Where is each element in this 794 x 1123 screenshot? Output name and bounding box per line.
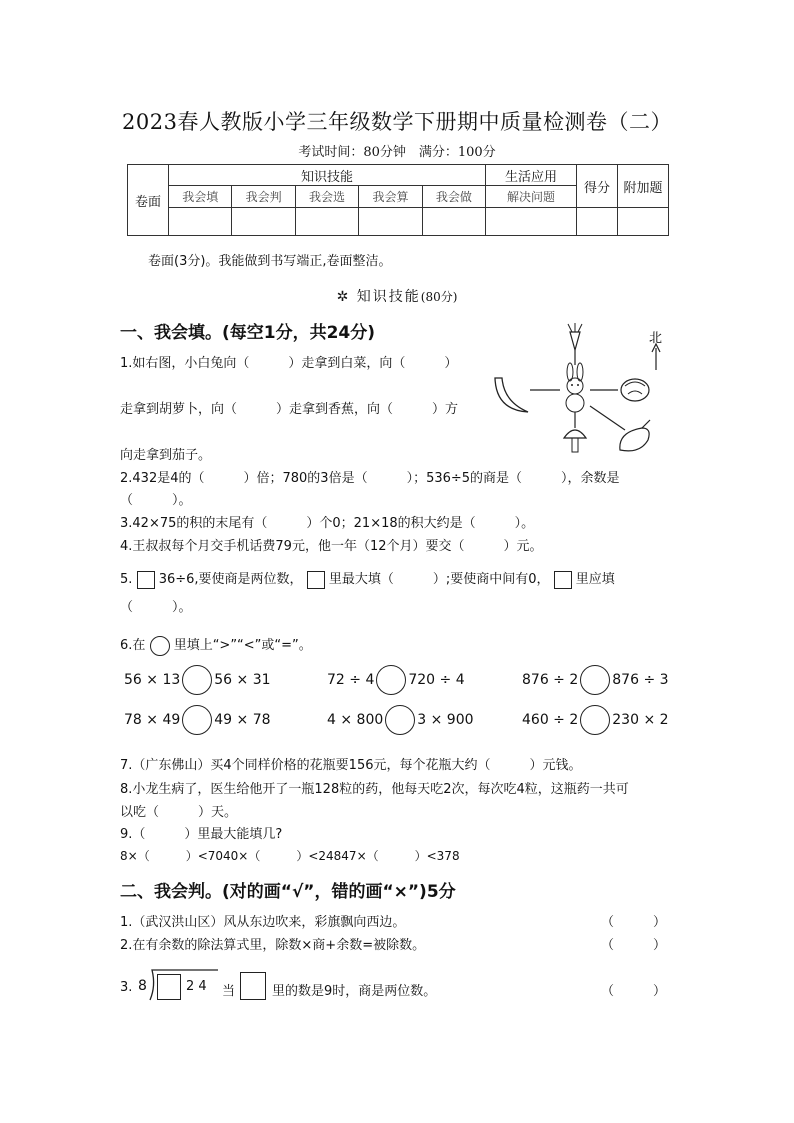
q6-line xyxy=(120,634,312,656)
banana-icon xyxy=(495,378,528,412)
compare-item xyxy=(522,705,669,735)
q5-text-c: 里应填 xyxy=(575,572,615,587)
judge-q2: 2.在有余数的除法算式里，除数×商+余数=被除数。 xyxy=(120,938,426,953)
exam-info: 考试时间：80分钟 满分：100分 xyxy=(298,145,496,160)
rabbit-icon xyxy=(566,363,584,412)
compare-left: 460 ÷ 2 xyxy=(522,712,579,728)
score-cell[interactable] xyxy=(618,208,669,236)
neatness-note: 卷面(3分)。我能做到书写端正,卷面整洁。 xyxy=(148,254,392,269)
mushroom-icon xyxy=(564,430,586,452)
compare-circle[interactable] xyxy=(385,705,415,735)
q8-line2: 以吃（ ）天。 xyxy=(120,805,238,820)
score-cell[interactable] xyxy=(359,208,422,236)
compare-left: 72 ÷ 4 xyxy=(327,672,375,688)
direction-figure xyxy=(490,320,680,460)
q1-line3: 向走拿到茄子。 xyxy=(120,448,212,463)
judge-answer[interactable]: （ ） xyxy=(601,984,667,999)
q5-text-b: 里最大填（ ）;要使商中间有0， xyxy=(328,572,550,587)
compare-circle[interactable] xyxy=(580,705,610,735)
north-arrow-icon xyxy=(652,344,660,370)
dang-label: 当 xyxy=(222,984,236,999)
carrot-icon xyxy=(568,323,582,350)
q2-line2: （ ）。 xyxy=(120,493,192,508)
score-cell[interactable] xyxy=(232,208,295,236)
q2-line1: 2.432是4的（ ）倍；780的3倍是（ ）；536÷5的商是（ ），余数是 xyxy=(120,471,620,486)
q6-suffix: 里填上“>”“<”或“=”。 xyxy=(173,638,312,653)
judge-answer[interactable]: （ ） xyxy=(601,915,667,930)
cabbage-icon xyxy=(621,379,649,401)
compare-left: 876 ÷ 2 xyxy=(522,672,579,688)
north-label: 北 xyxy=(649,331,663,346)
score-sub: 我会填 xyxy=(169,186,232,208)
circle-symbol xyxy=(150,636,170,656)
star-icon: ✲ xyxy=(336,289,351,305)
q9: 9.（ ）里最大能填几? xyxy=(120,827,283,842)
judge-q3-prefix: 3. xyxy=(120,980,133,995)
compare-item xyxy=(124,705,271,735)
score-col-juanmian: 卷面 xyxy=(128,165,169,236)
score-sub: 我会算 xyxy=(359,186,422,208)
compare-left: 78 × 49 xyxy=(124,712,181,728)
q8-line1: 8.小龙生病了，医生给他开了一瓶128粒的药，他每天吃2次，每次吃4粒，这瓶药一共可 xyxy=(120,782,629,797)
q5-text-a: 36÷6,要使商是两位数， xyxy=(158,572,303,587)
answer-box[interactable] xyxy=(157,974,181,1000)
q7: 7.（广东佛山）买4个同样价格的花瓶要156元，每个花瓶大约（ ）元钱。 xyxy=(120,758,582,773)
compare-right: 230 × 2 xyxy=(612,712,669,728)
compare-right: 49 × 78 xyxy=(214,712,271,728)
divisor: 8 xyxy=(138,978,147,994)
compare-right: 720 ÷ 4 xyxy=(408,672,465,688)
score-cell[interactable] xyxy=(169,208,232,236)
score-col-zhishi: 知识技能 xyxy=(169,165,486,186)
judge-q3-tail: 里的数是9时，商是两位数。 xyxy=(272,984,437,999)
q6-prefix: 6.在 xyxy=(120,638,146,653)
eggplant-icon xyxy=(620,420,650,451)
compare-circle[interactable] xyxy=(182,665,212,695)
score-sub: 我会选 xyxy=(295,186,358,208)
compare-right: 56 × 31 xyxy=(214,672,271,688)
compare-item xyxy=(327,705,474,735)
score-col-shenghuo: 生活应用 xyxy=(486,165,577,186)
score-col-defen: 得分 xyxy=(577,165,618,208)
q1-line2: 走拿到胡萝卜，向（ ）走拿到香蕉，向（ ）方 xyxy=(120,402,459,417)
q5-line1 xyxy=(120,568,615,589)
judge-answer[interactable]: （ ） xyxy=(601,938,667,953)
section-heading xyxy=(0,286,794,306)
q5-prefix: 5. xyxy=(120,572,133,587)
answer-box[interactable] xyxy=(307,571,325,589)
answer-box[interactable] xyxy=(137,571,155,589)
score-sub: 解决问题 xyxy=(486,186,577,208)
compare-left: 4 × 800 xyxy=(327,712,384,728)
q5-line2: （ ）。 xyxy=(120,600,192,615)
q3: 3.42×75的积的末尾有（ ）个0；21×18的积大约是（ ）。 xyxy=(120,516,535,531)
compare-item xyxy=(522,665,669,695)
answer-box[interactable] xyxy=(240,972,266,1000)
q9-line2: 8×（ ）<7040×（ ）<24847×（ ）<378 xyxy=(120,849,460,863)
section-points: (80分) xyxy=(420,290,458,304)
compare-right: 876 ÷ 3 xyxy=(612,672,669,688)
compare-left: 56 × 13 xyxy=(124,672,181,688)
part1-heading: 一、我会填。(每空1分，共24分) xyxy=(120,323,376,343)
compare-circle[interactable] xyxy=(376,665,406,695)
q4: 4.王叔叔每个月交手机话费79元，他一年（12个月）要交（ ）元。 xyxy=(120,539,543,554)
section-title: 知识技能 xyxy=(356,289,421,305)
part2-heading: 二、我会判。(对的画“√”，错的画“×”)5分 xyxy=(120,882,456,902)
compare-right: 3 × 900 xyxy=(417,712,474,728)
compare-item xyxy=(124,665,271,695)
answer-box[interactable] xyxy=(554,571,572,589)
page-title: 2023春人教版小学三年级数学下册期中质量检测卷（二） xyxy=(122,110,672,134)
score-cell[interactable] xyxy=(486,208,577,236)
compare-circle[interactable] xyxy=(182,705,212,735)
score-cell[interactable] xyxy=(577,208,618,236)
score-cell[interactable] xyxy=(422,208,485,236)
score-table xyxy=(127,164,669,236)
score-sub: 我会做 xyxy=(422,186,485,208)
score-col-fujia: 附加题 xyxy=(618,165,669,208)
compare-item xyxy=(327,665,465,695)
compare-circle[interactable] xyxy=(580,665,610,695)
judge-q1: 1.（武汉洪山区）风从东边吹来，彩旗飘向西边。 xyxy=(120,915,406,930)
score-sub: 我会判 xyxy=(232,186,295,208)
dividend-digits: 2 4 xyxy=(186,979,207,994)
score-cell[interactable] xyxy=(295,208,358,236)
q1-line1: 1.如右图，小白兔向（ ）走拿到白菜，向（ ） xyxy=(120,356,458,371)
